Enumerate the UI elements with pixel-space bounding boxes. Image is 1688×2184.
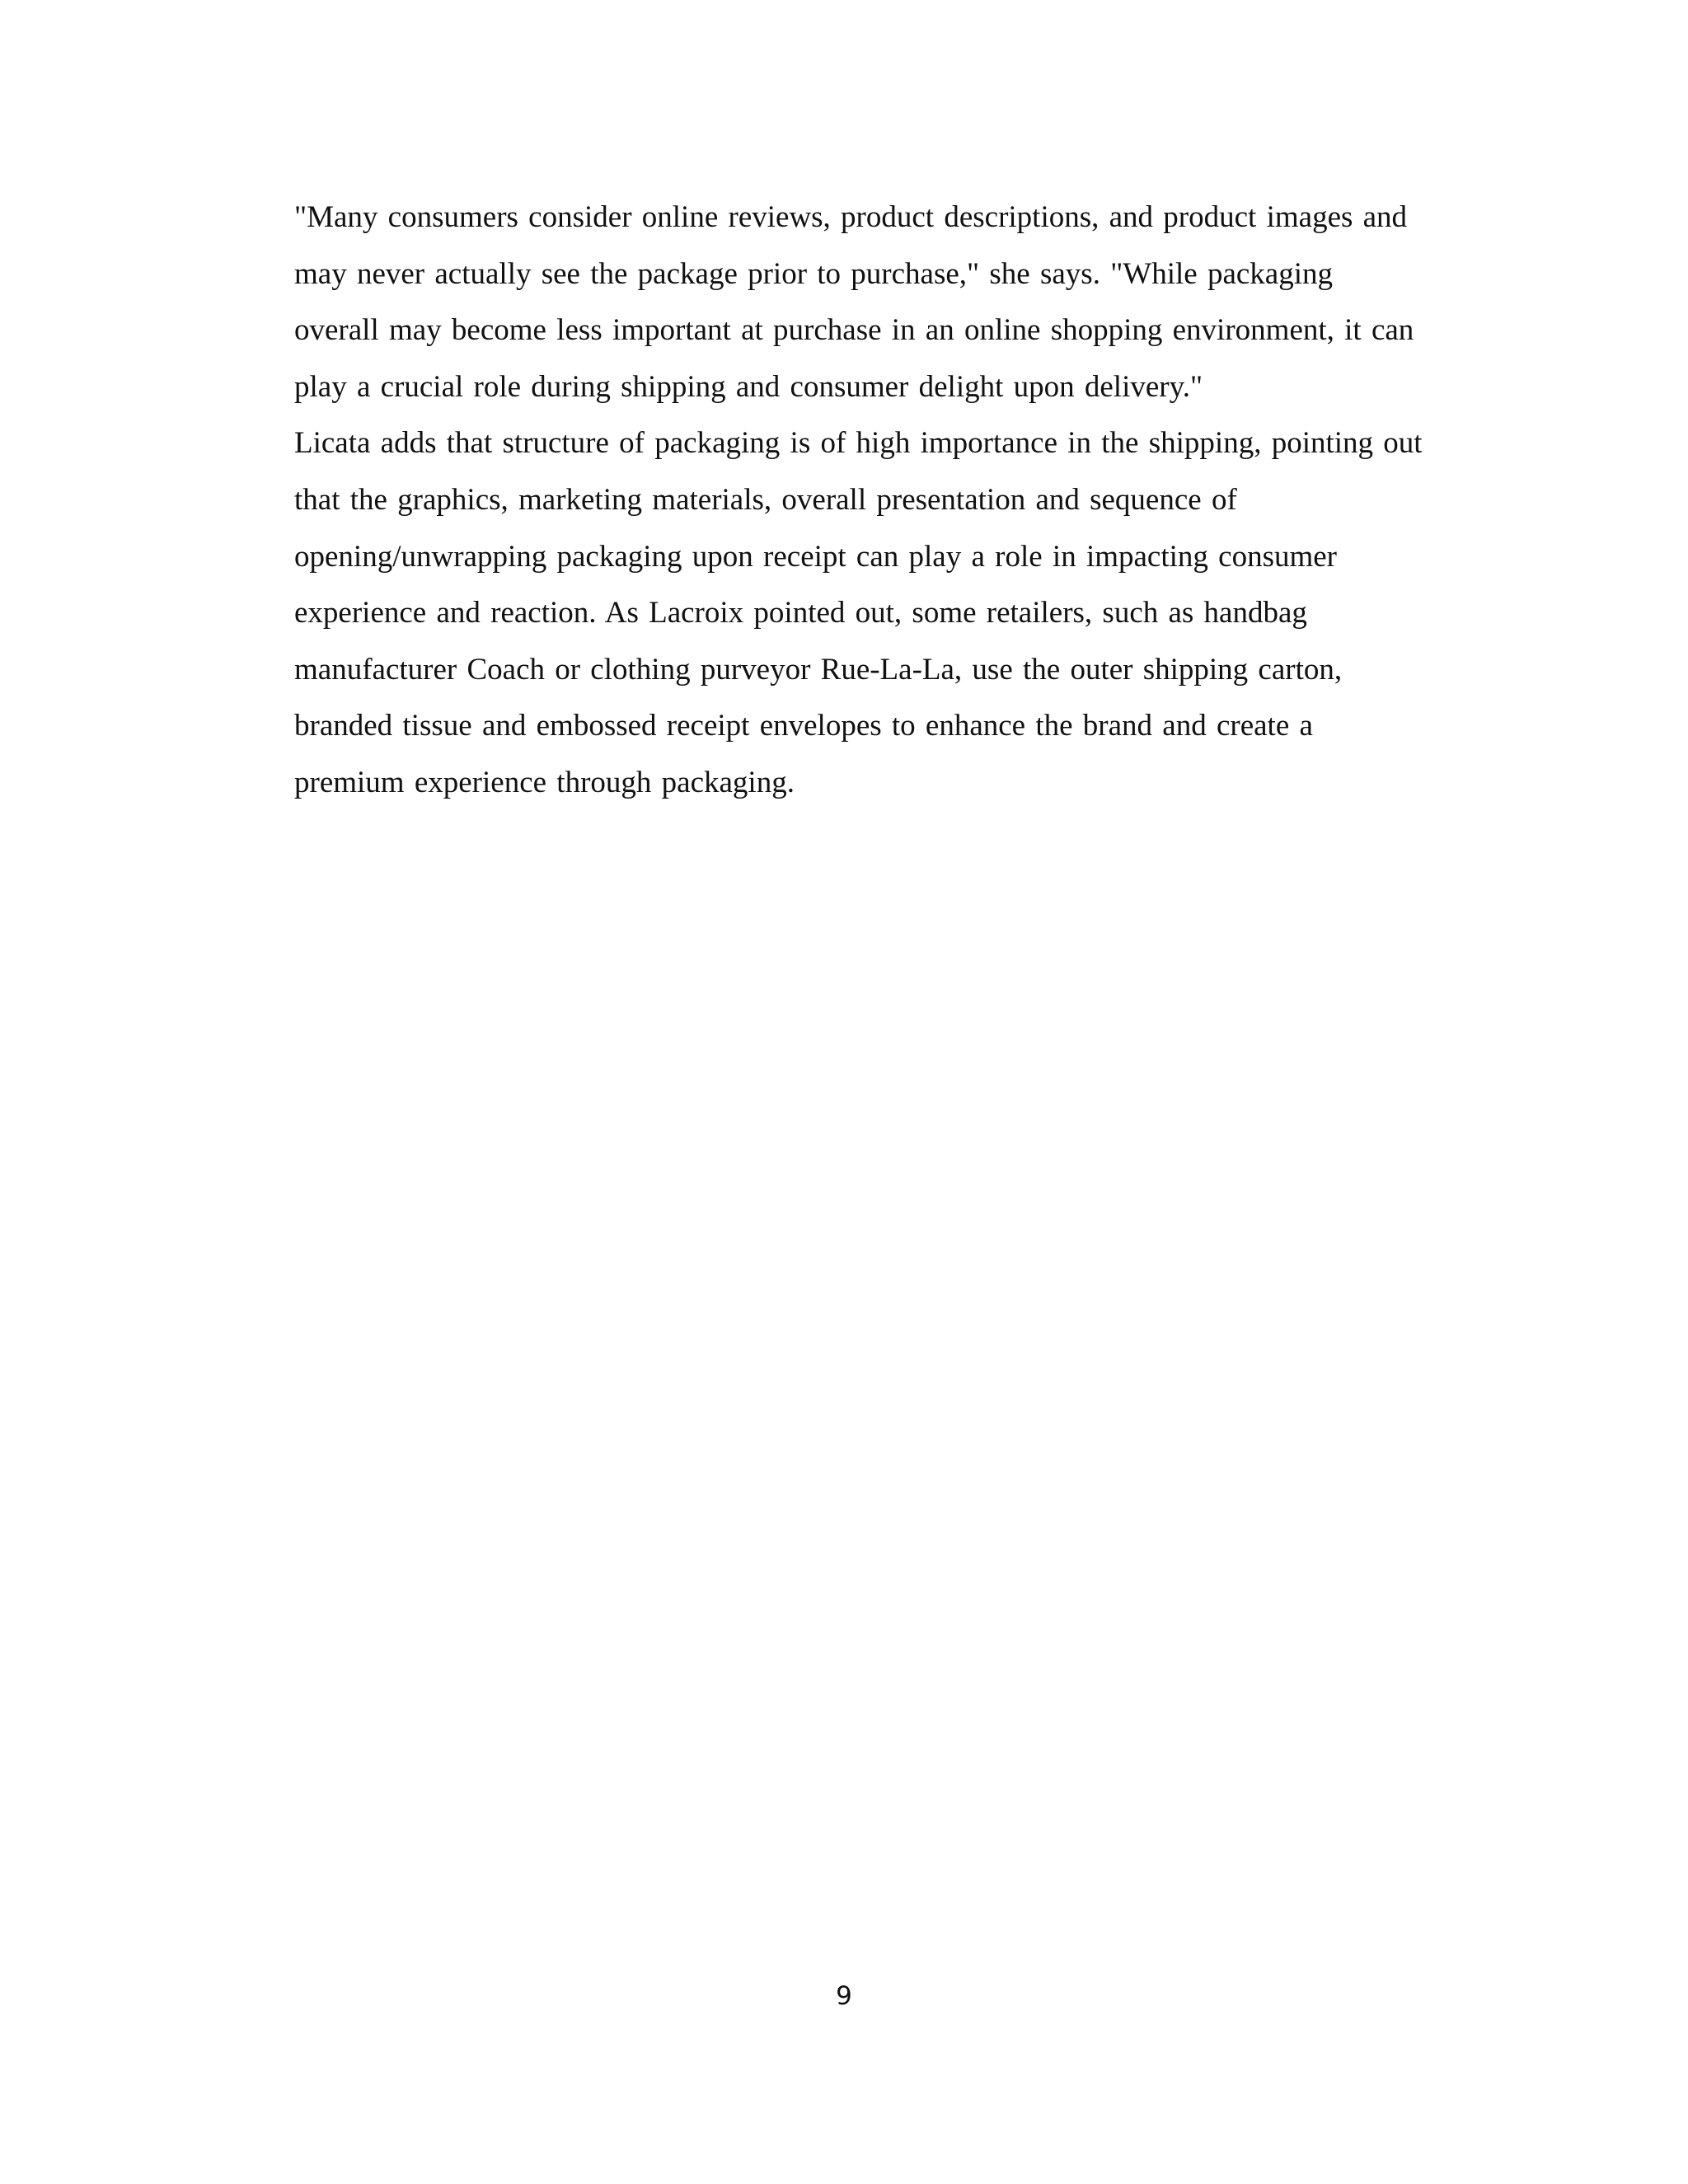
- text-line: Licata adds that structure of packaging is of high importance in the shipping, pointing out: [294, 426, 1423, 461]
- body-paragraphs: [294, 190, 1481, 812]
- text-line: "Many consumers consider online reviews, product descriptions, and product images and: [294, 200, 1408, 234]
- text-line: branded tissue and embossed receipt envelopes to enhance the brand and create a: [294, 709, 1313, 743]
- text-line: overall may become less important at purchase in an online shopping environment, it can: [294, 313, 1414, 348]
- text-line: may never actually see the package prior to purchase," she says. "While packaging: [294, 256, 1333, 291]
- text-line: play a crucial role during shipping and consumer delight upon delivery.": [294, 369, 1203, 404]
- text-line: manufacturer Coach or clothing purveyor Rue-La-La, use the outer shipping carton,: [294, 652, 1343, 687]
- page-number: 9: [836, 1981, 852, 2011]
- text-line: opening/unwrapping packaging upon receipt can play a role in impacting consumer: [294, 539, 1338, 574]
- text-line: that the graphics, marketing materials, overall presentation and sequence of: [294, 482, 1237, 517]
- text-line: premium experience through packaging.: [294, 765, 795, 799]
- text-line: experience and reaction. As Lacroix pointed out, some retailers, such as handbag: [294, 596, 1307, 630]
